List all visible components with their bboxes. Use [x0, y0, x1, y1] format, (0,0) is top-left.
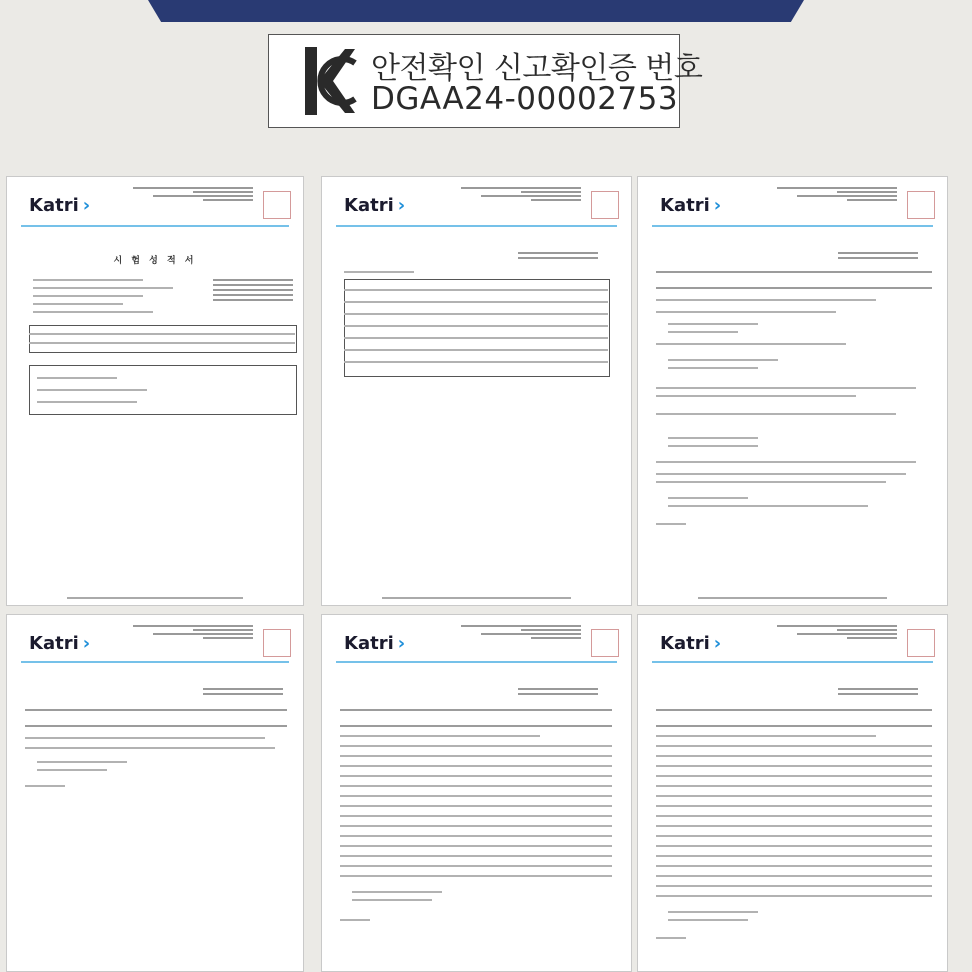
- approval-stamp-icon: [591, 629, 619, 657]
- approval-stamp-icon: [907, 629, 935, 657]
- address-block: [757, 623, 897, 639]
- address-block: [113, 185, 253, 201]
- report-title: 시 험 성 적 서: [113, 256, 197, 266]
- katri-logo: Katri ›: [660, 195, 722, 216]
- test-report-page-5: [321, 614, 632, 972]
- test-report-page-3: [637, 176, 948, 606]
- address-block: [757, 185, 897, 201]
- katri-logo: Katri ›: [29, 633, 91, 654]
- approval-stamp-icon: [591, 191, 619, 219]
- kc-mark-icon: [303, 45, 357, 117]
- kc-title: 안전확인 신고확인증 번호: [371, 51, 703, 86]
- approval-stamp-icon: [907, 191, 935, 219]
- address-block: [441, 623, 581, 639]
- katri-logo: Katri ›: [29, 195, 91, 216]
- test-report-page-1: [6, 176, 304, 606]
- katri-logo: Katri ›: [660, 633, 722, 654]
- test-report-page-4: [6, 614, 304, 972]
- katri-logo: Katri ›: [344, 195, 406, 216]
- approval-stamp-icon: [263, 191, 291, 219]
- approval-stamp-icon: [263, 629, 291, 657]
- test-report-page-2: [321, 176, 632, 606]
- kc-number: DGAA24-00002753: [371, 81, 679, 117]
- kc-certificate-box: [268, 34, 703, 128]
- address-block: [113, 623, 253, 639]
- test-report-page-6: [637, 614, 948, 972]
- katri-logo: Katri ›: [344, 633, 406, 654]
- address-block: [441, 185, 581, 201]
- top-banner: [148, 0, 804, 22]
